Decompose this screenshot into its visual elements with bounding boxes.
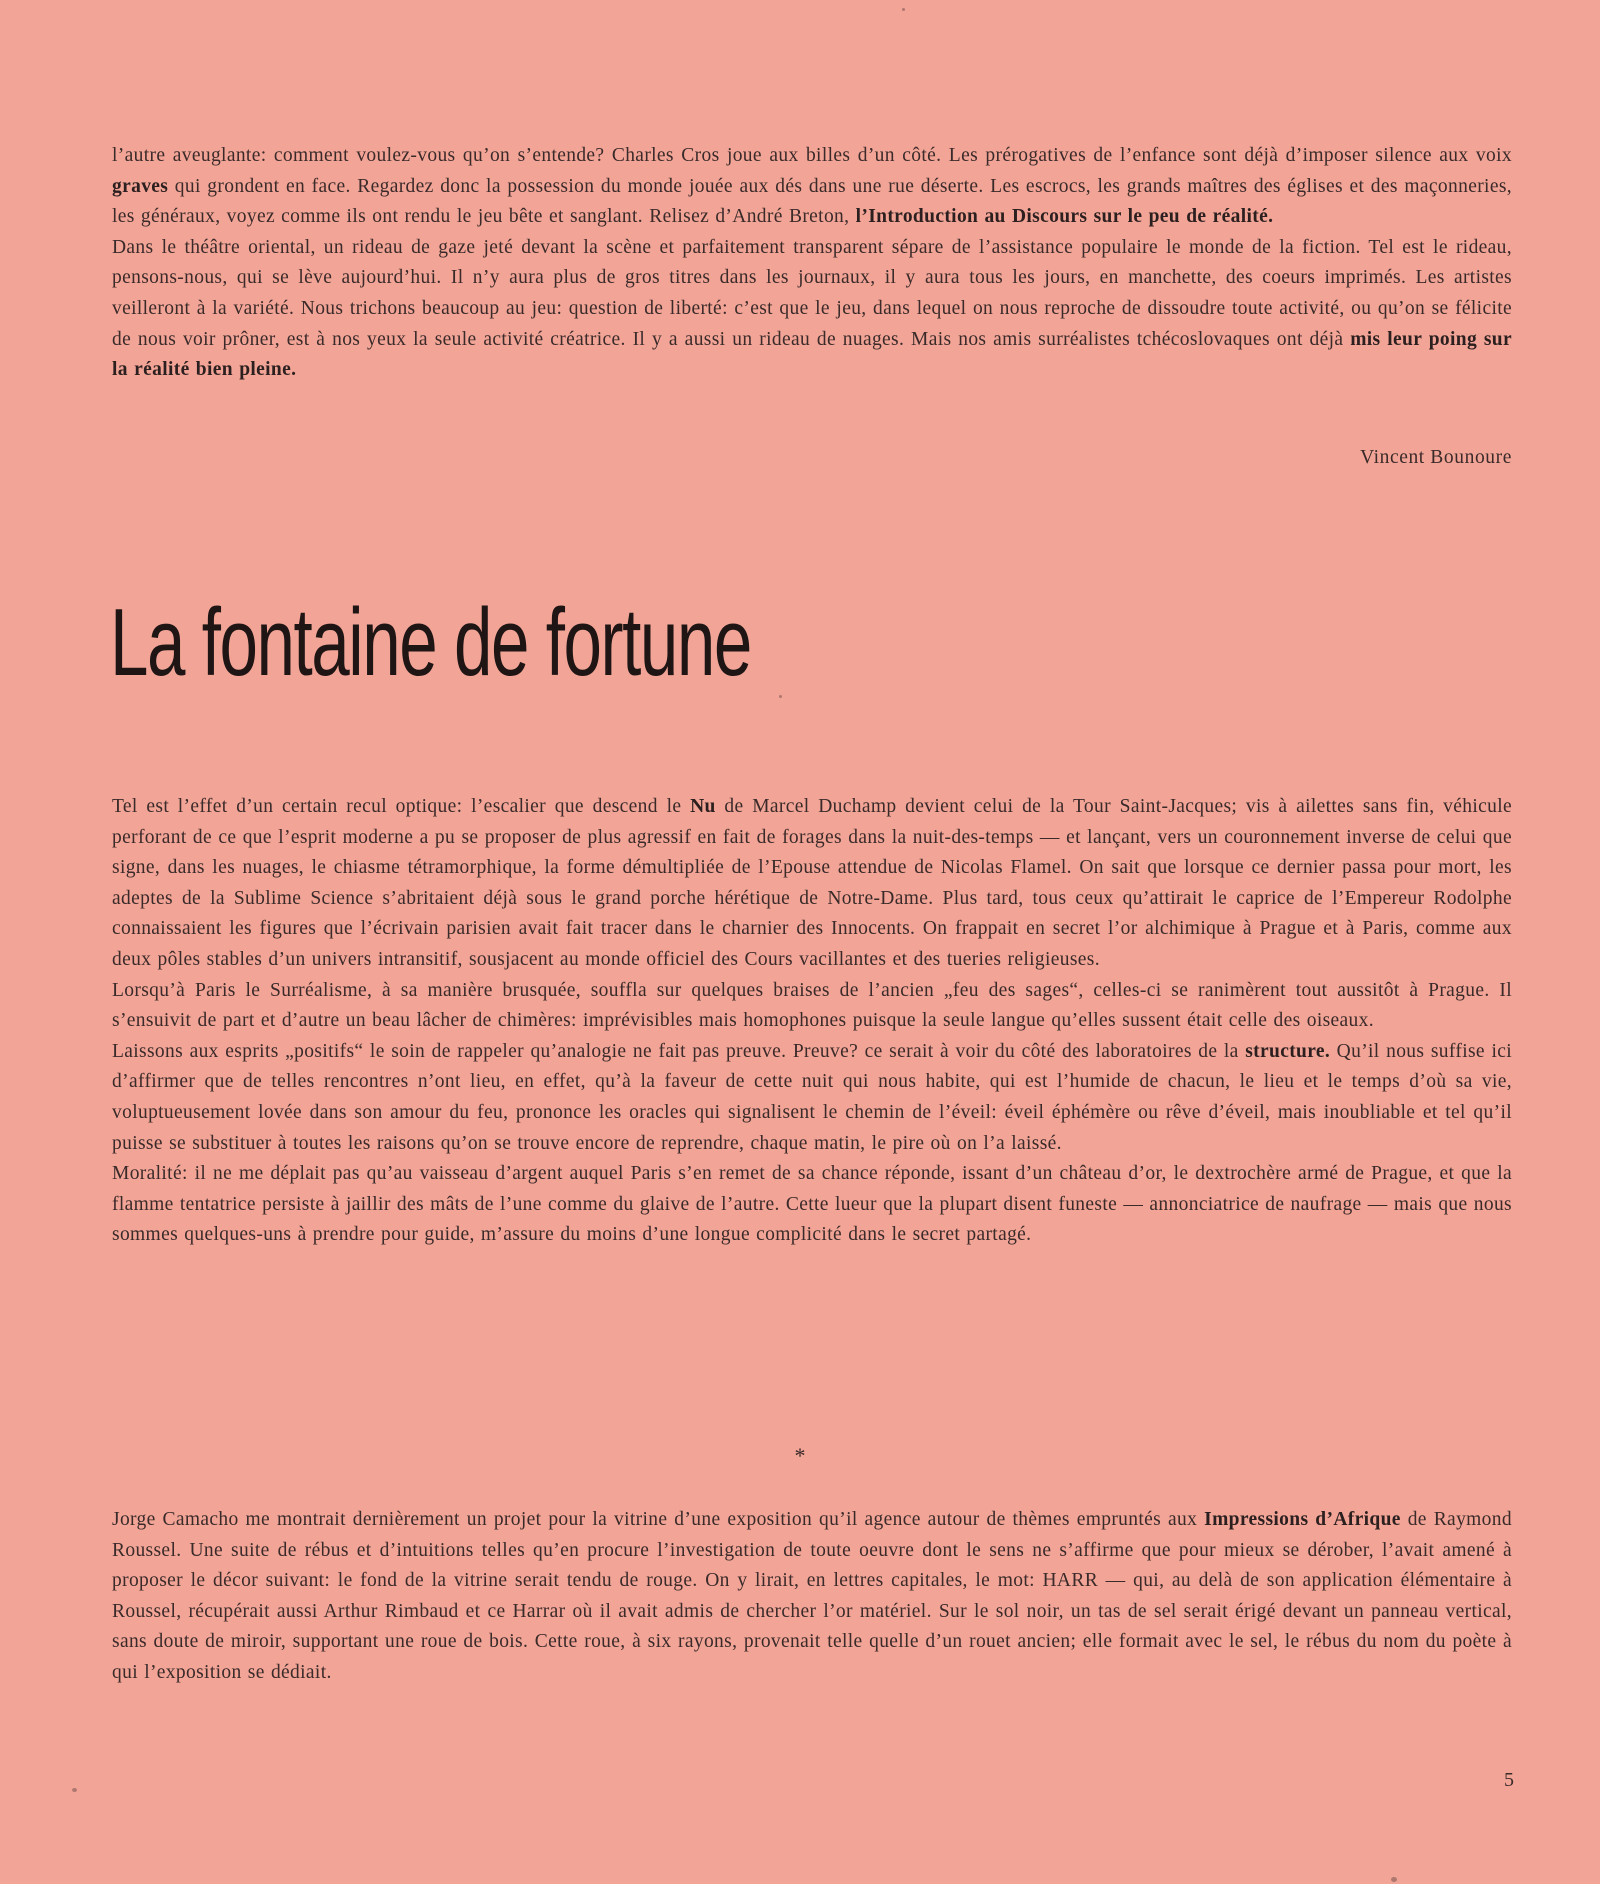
text-run: Qu’il nous suffise ici d’affirmer que de telles rencontres n’ont lieu, en effet, qu’à la faveur de cette nuit qui nous habite, qui est l’humide de chacun, le lieu et le temps d’où sa vie, voluptueusement lovée dans son amour du feu, prononce les oracles qui signalisent le chemin de l’éveil: éveil éphémère ou rêve d’éveil, mais inoubliable et tel qu’il puisse se substituer à toutes les raisons qu’on se trouve encore de reprendre, chaque matin, le pire où on l’a laissé. xyxy=(112,1040,1512,1154)
emphasized-text: l’Introduction au Discours sur le peu de réalité. xyxy=(855,206,1274,228)
emphasized-text: Impressions d’Afrique xyxy=(1204,1509,1401,1530)
print-speck xyxy=(1391,1877,1397,1882)
text-run: Laissons aux esprits „positifs“ le soin de rappeler qu’analogie ne fait pas preuve. Preuve? ce serait à voir du côté des laboratoires de la xyxy=(112,1040,1246,1062)
text-run: Jorge Camacho me montrait dernièrement un projet pour la vitrine d’une exposition qu’il agence autour de thèmes empruntés aux xyxy=(112,1509,1205,1530)
paragraph xyxy=(112,1159,1512,1251)
paragraph xyxy=(112,141,1512,233)
print-speck xyxy=(902,8,905,11)
text-run: Lorsqu’à Paris le Surréalisme, à sa manière brusquée, souffla sur quelques braises de l’ancien „feu des sages“, celles-ci se ranimèrent tout aussitôt à Prague. Il s’ensuivit de part et d’autre un beau lâcher de chimères: imprévisibles mais homophones puisque la seule langue qu’elles sussent était celle des oiseaux. xyxy=(112,979,1512,1032)
text-run: Dans le théâtre oriental, un rideau de gaze jeté devant la scène et parfaitement transparent sépare de l’assistance populaire le monde de la fiction. Tel est le rideau, pensons-nous, qui se lève aujourd’hui. Il n’y aura plus de gros titres dans les journaux, il y aura tous les jours, en manchette, des coeurs imprimés. Les artistes veilleront à la variété. Nous trichons beaucoup au jeu: question de liberté: c’est que le jeu, dans lequel on nous reproche de dissoudre toute activité, ou qu’on se félicite de nous voir prôner, est à nos yeux la seule activité créatrice. Il y a aussi un rideau de nuages. Mais nos amis surréalistes tchécoslovaques ont déjà xyxy=(112,236,1512,350)
paragraph xyxy=(112,792,1512,976)
text-run: de Raymond Roussel. Une suite de rébus et d’intuitions telles qu’en procure l’investigation de toute oeuvre dont le sens ne s’affirme que pour mieux se dérober, l’avait amené à proposer le décor suivant: le fond de la vitrine serait tendu de rouge. On y lirait, en lettres capitales, le mot: HARR — qui, au delà de son application élémentaire à Roussel, récupérait aussi Arthur Rimbaud et ce Harrar où il avait admis de chercher l’or matériel. Sur le sol noir, un tas de sel serait érigé devant un panneau vertical, sans doute de miroir, supportant une roue de bois. Cette roue, à six rayons, provenait telle quelle d’un rouet ancien; elle formait avec le sel, le rébus du nom du poète à qui l’exposition se dédiait. xyxy=(112,1509,1512,1683)
paragraph xyxy=(112,233,1512,386)
print-speck xyxy=(72,1788,77,1792)
article-body-continued xyxy=(112,1505,1512,1689)
emphasized-text: graves xyxy=(112,175,169,197)
text-run: de Marcel Duchamp devient celui de la Tour Saint-Jacques; vis à ailettes sans fin, véhicule perforant de ce que l’esprit moderne a pu se proposer de plus agressif en fait de forages dans la nuit-des-temps — et lançant, vers un couronnement inverse de celui que signe, dans les nuages, le chiasme tétramorphique, la forme démultipliée de l’Epouse attendue de Nicolas Flamel. On sait que lorsque ce dernier passa pour mort, les adeptes de la Sublime Science s’abritaient déjà sous le grand porche hérétique de Notre-Dame. Plus tard, tous ceux qu’attirait le caprice de l’Empereur Rodolphe connaissaient les figures que l’écrivain parisien avait fait tracer dans le charnier des Innocents. On frappait en secret l’or alchimique à Prague et à Paris, comme aux deux pôles stables d’un univers intransitif, sousjacent au monde officiel des Cours vacillantes et des tueries religieuses. xyxy=(112,796,1512,970)
emphasized-text: Nu xyxy=(690,796,716,817)
paragraph xyxy=(112,1037,1512,1159)
page-number: 5 xyxy=(1504,1769,1514,1791)
text-run: qui grondent en face. Regardez donc la possession du monde jouée aux dés dans une rue déserte. Les escrocs, les grands maîtres des églises et des maçonneries, les généraux, voyez comme ils ont rendu le jeu bête et sanglant. Relisez d’André Breton, xyxy=(112,175,1512,228)
section-separator: * xyxy=(794,1443,806,1468)
text-run: l’autre aveuglante: comment voulez-vous qu’on s’entende? Charles Cros joue aux billes d’un côté. Les prérogatives de l’enfance sont déjà d’imposer silence aux voix xyxy=(112,145,1512,166)
text-run: Tel est l’effet d’un certain recul optique: l’escalier que descend le xyxy=(112,796,691,817)
article-body xyxy=(112,792,1512,1251)
paragraph xyxy=(112,976,1512,1037)
text-run: Moralité: il ne me déplait pas qu’au vaisseau d’argent auquel Paris s’en remet de sa chance réponde, issant d’un château d’or, le dextrochère armé de Prague, et que la flamme tentatrice persiste à jaillir des mâts de l’une comme du glaive de l’autre. Cette lueur que la plupart disent funeste — annonciatrice de naufrage — mais que nous sommes quelques-uns à prendre pour guide, m’assure du moins d’une longue complicité dans le secret partagé. xyxy=(112,1163,1512,1246)
emphasized-text: structure. xyxy=(1245,1040,1331,1062)
author-signature: Vincent Bounoure xyxy=(1360,447,1512,468)
article-title: La fontaine de fortune xyxy=(110,589,751,696)
emphasized-text: mis leur poing sur la réalité bien pleine. xyxy=(112,328,1512,381)
paragraph xyxy=(112,1505,1512,1689)
print-speck xyxy=(779,695,782,698)
previous-article-ending xyxy=(112,141,1512,386)
